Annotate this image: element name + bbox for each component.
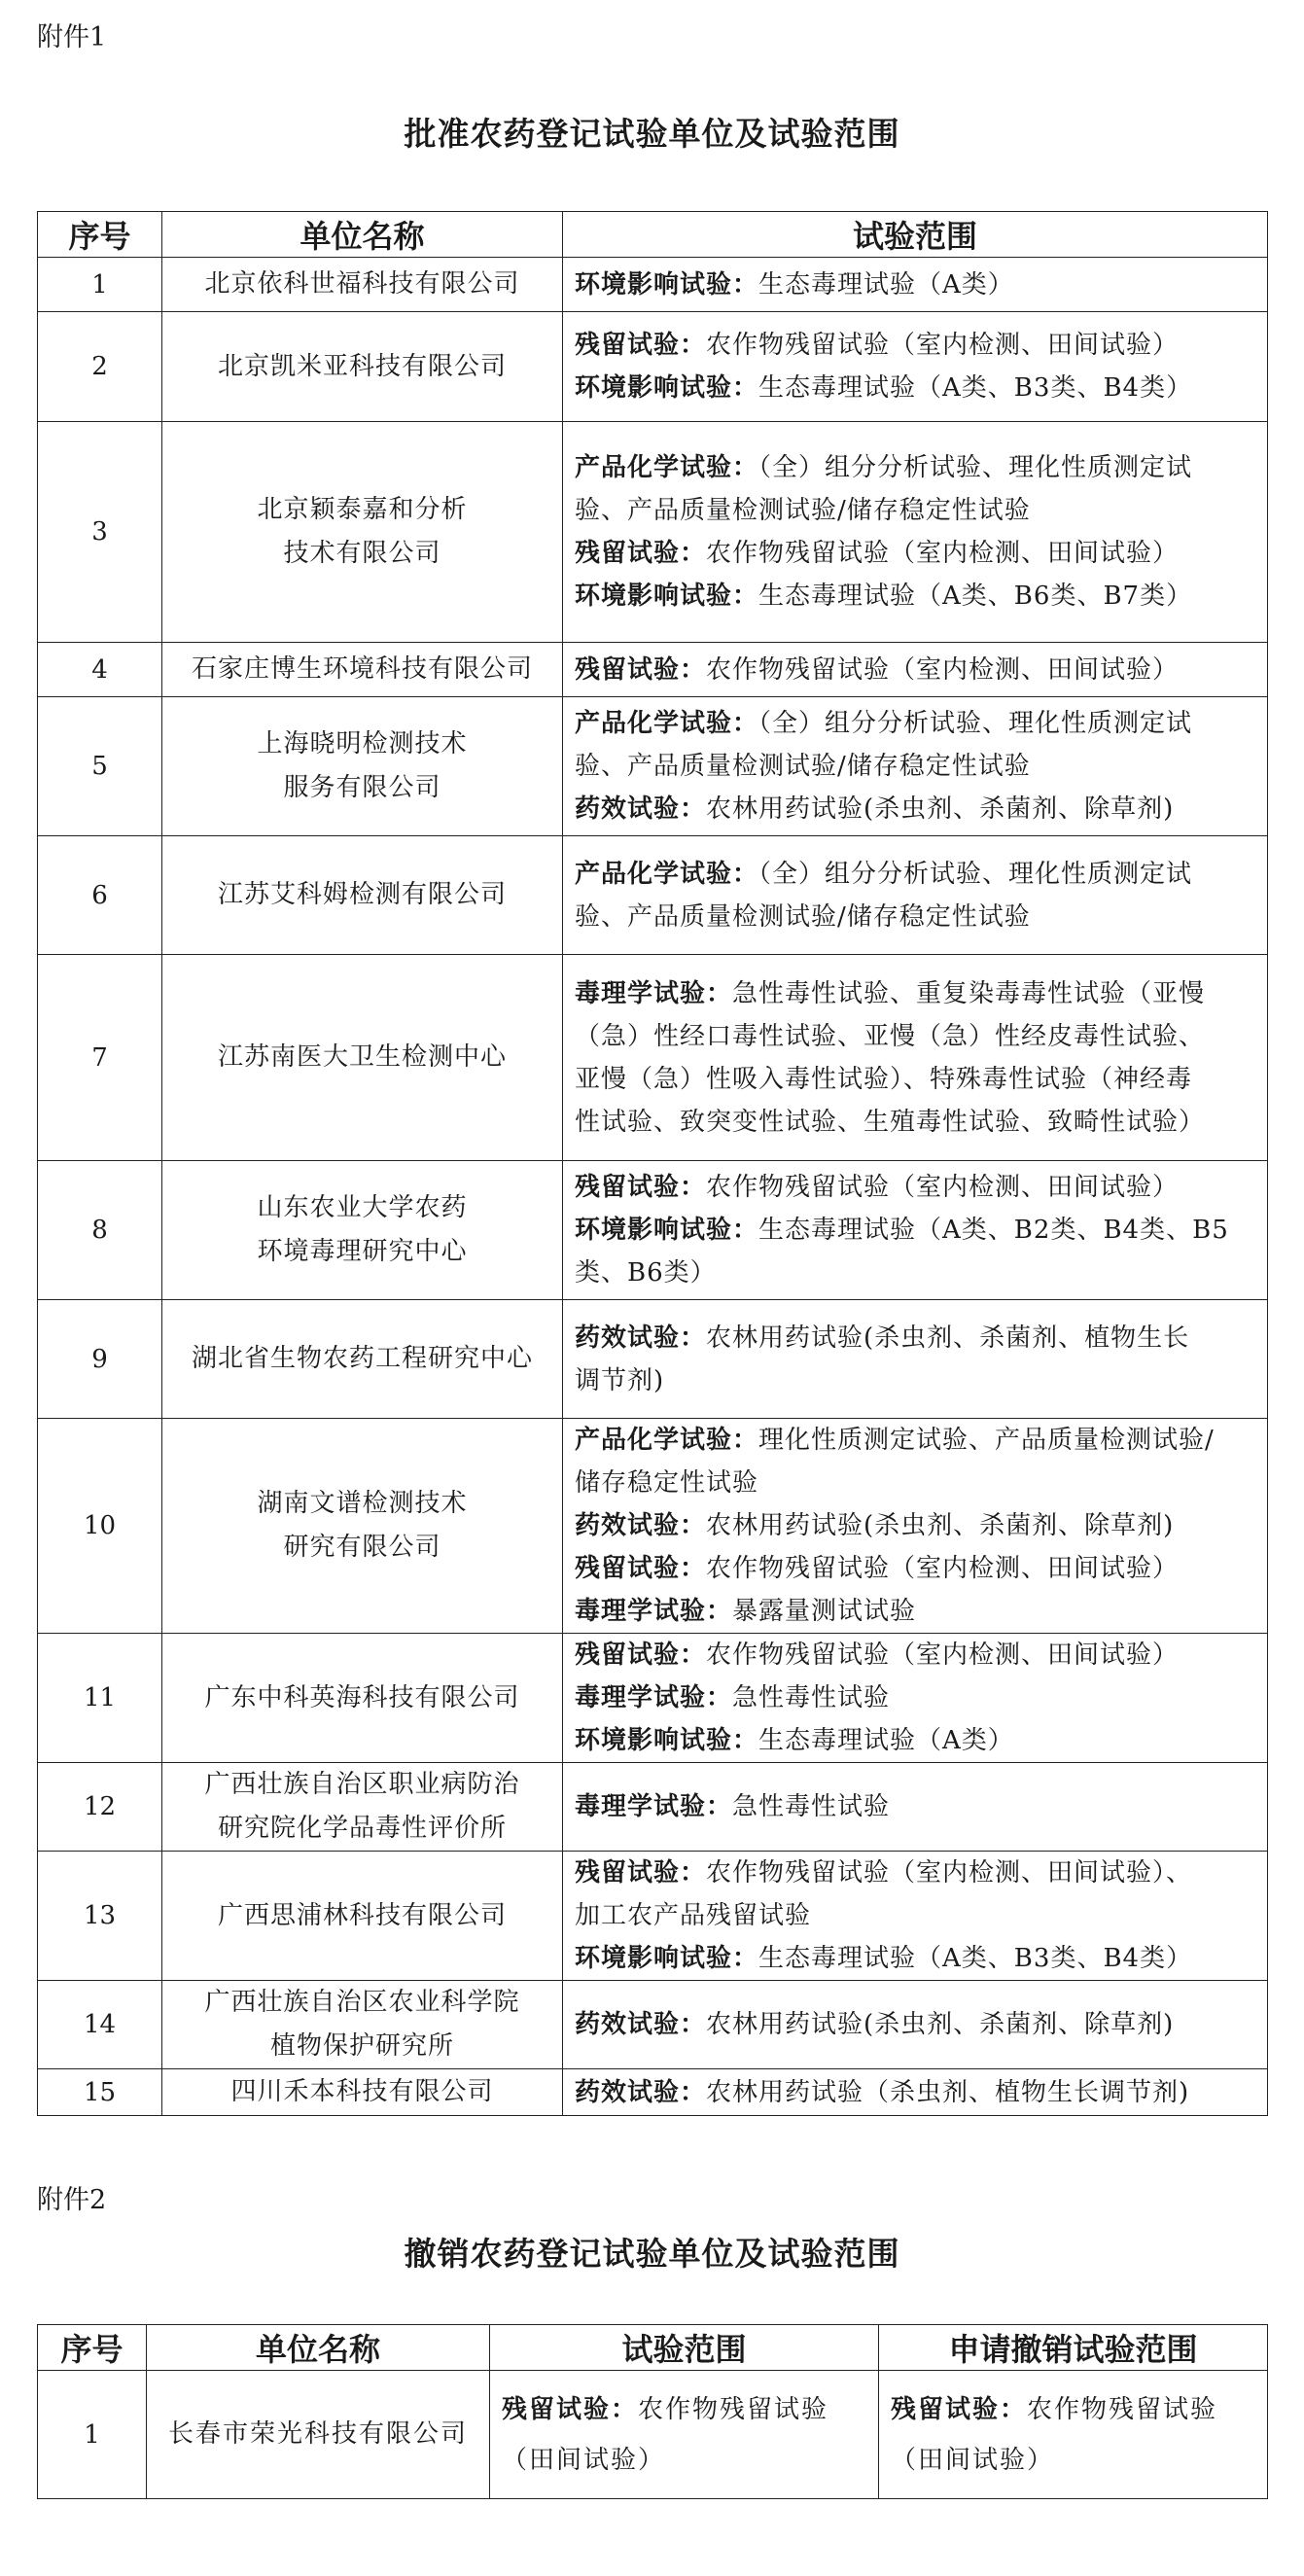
header-test-scope: 试验范围 [563,212,1268,258]
scope-text: （急）性经口毒性试验、亚慢（急）性经皮毒性试验、 [575,1021,1206,1051]
scope-category: 环境影响试验： [575,373,759,403]
scope-category: 药效试验： [575,1511,707,1540]
table-header-row [38,2325,1268,2371]
scope-text: 农作物残留试验（室内检测、田间试验） [706,539,1180,568]
scope-category: 残留试验： [575,1858,707,1888]
scope-category: 毒理学试验： [575,1792,733,1821]
header-revoked-scope: 申请撤销试验范围 [879,2325,1268,2371]
scope-category: 残留试验： [502,2394,639,2424]
scope-category: 环境影响试验： [575,269,759,300]
unit-name-line: 湖北省生物农药工程研究中心 [191,1344,533,1373]
scope-text: 生态毒理试验（A类、B3类、B4类） [758,373,1193,403]
unit-name-line: 四川禾本科技有限公司 [230,2077,494,2106]
table-row [38,422,1268,643]
unit-name-line: 北京依科世福科技有限公司 [204,269,520,299]
row-index: 9 [38,1300,162,1419]
header-index: 序号 [38,2325,147,2371]
unit-name-line: 湖南文谱检测技术 [257,1489,468,1518]
scope-text: 生态毒理试验（A类、B6类、B7类） [758,582,1193,611]
scope-text: 农林用药试验(杀虫剂、杀菌剂、除草剂) [706,2010,1175,2039]
unit-name-cell [162,643,563,697]
test-scope-cell [563,697,1268,836]
scope-text: 农作物残留试验（室内检测、田间试验） [706,1641,1180,1670]
scope-category: 产品化学试验： [575,859,759,889]
attachment-2-label: 附件2 [37,2185,107,2215]
test-scope-cell [563,1981,1268,2069]
test-scope-cell [563,2069,1268,2116]
test-scope-cell [563,643,1268,697]
scope-line [575,1676,1259,1719]
unit-name-cell [162,2069,563,2116]
scope-category: 残留试验： [575,654,707,685]
table-row [38,643,1268,697]
test-scope-cell [563,836,1268,955]
unit-name-line: 植物保护研究所 [269,2031,454,2061]
unit-name-cell [162,1419,563,1634]
row-index: 14 [38,1981,162,2069]
scope-line [575,1317,1259,1359]
unit-name-cell [162,1763,563,1852]
row-index: 3 [38,422,162,643]
scope-text: 农作物残留试验（室内检测、田间试验） [706,654,1180,685]
test-scope-cell [563,1852,1268,1981]
scope-text: 验、产品质量检测试验/储存稳定性试验 [575,752,1031,781]
scope-text: 农作物残留试验（室内检测、田间试验） [706,1554,1180,1583]
table-row [38,697,1268,836]
scope-category: 残留试验： [575,1554,707,1583]
scope-category: 药效试验： [575,2077,707,2107]
scope-text: 农林用药试验（杀虫剂、植物生长调节剂) [706,2077,1190,2107]
scope-text: 急性毒性试验 [732,1792,891,1821]
row-index: 13 [38,1852,162,1981]
scope-line [575,1590,1259,1633]
test-scope-cell [563,1634,1268,1763]
unit-name-cell [162,1981,563,2069]
scope-text: 农作物残留试验（室内检测、田间试验） [706,331,1180,360]
unit-name-line: 广东中科英海科技有限公司 [204,1682,520,1712]
scope-line [575,853,1259,896]
test-scope-cell [563,312,1268,422]
scope-line [502,2384,870,2435]
unit-name-cell [162,1300,563,1419]
unit-name-line: 山东农业大学农药 [257,1193,468,1222]
scope-text: 性试验、致突变性试验、生殖毒性试验、致畸性试验） [575,1107,1206,1137]
scope-text: 生态毒理试验（A类） [758,1726,1014,1755]
row-index: 1 [38,2371,147,2499]
scope-text: 加工农产品残留试验 [575,1901,812,1930]
row-index: 15 [38,2069,162,2116]
scope-line [575,972,1259,1015]
scope-text: （田间试验） [891,2445,1055,2475]
scope-text: 农作物残留试验（室内检测、田间试验）、 [706,1858,1193,1888]
test-scope-cell [563,258,1268,312]
scope-text: 农林用药试验(杀虫剂、杀菌剂、除草剂) [706,794,1175,824]
row-index: 6 [38,836,162,955]
scope-text: 农作物残留试验 [1027,2394,1218,2424]
table-row [38,1300,1268,1419]
scope-category: 环境影响试验： [575,1726,759,1755]
row-index: 2 [38,312,162,422]
attachment-2-title: 撤销农药登记试验单位及试验范围 [404,2235,900,2273]
test-scope-cell [563,1763,1268,1852]
unit-name-line: 环境毒理研究中心 [257,1237,468,1266]
scope-category: 残留试验： [575,331,707,360]
scope-text: 类、B6类） [575,1258,717,1288]
header-unit-name: 单位名称 [162,212,563,258]
scope-text: 储存稳定性试验 [575,1468,759,1498]
scope-text: 急性毒性试验、重复染毒毒性试验（亚慢 [732,978,1206,1008]
scope-line [891,2384,1259,2435]
scope-line [575,788,1259,830]
row-index: 11 [38,1634,162,1763]
test-scope-cell [563,1300,1268,1419]
scope-line [575,1937,1259,1980]
scope-line [575,1785,1259,1828]
scope-text: （田间试验） [502,2445,666,2475]
table-header-row [38,212,1268,258]
scope-text: （全）组分分析试验、理化性质测定试 [758,453,1193,482]
header-unit-name: 单位名称 [147,2325,490,2371]
unit-name-line: 上海晓明检测技术 [257,729,468,759]
unit-name-cell [162,697,563,836]
scope-category: 残留试验： [575,1173,707,1202]
table-row [38,1419,1268,1634]
unit-name-cell [162,1634,563,1763]
scope-text: 农作物残留试验 [638,2394,829,2424]
scope-line [575,264,1259,306]
table-row [38,312,1268,422]
scope-line [575,1852,1259,1894]
attachment-1-label: 附件1 [37,22,107,53]
row-index: 1 [38,258,162,312]
scope-line [575,1252,1259,1294]
unit-name-line: 广西壮族自治区农业科学院 [204,1988,520,2017]
table-row [38,955,1268,1161]
scope-line [575,1634,1259,1676]
scope-line [575,649,1259,691]
scope-category: 环境影响试验： [575,582,759,611]
scope-line [575,324,1259,367]
scope-line [575,1359,1259,1402]
scope-text: 生态毒理试验（A类、B3类、B4类） [758,1944,1193,1973]
unit-name-line: 广西思浦林科技有限公司 [217,1900,507,1930]
unit-name-cell [162,1852,563,1981]
unit-name-line: 北京颖泰嘉和分析 [257,495,468,524]
table-row [38,1763,1268,1852]
unit-name-line: 长春市荣光科技有限公司 [167,2419,468,2449]
scope-text: 验、产品质量检测试验/储存稳定性试验 [575,901,1031,932]
scope-line [575,745,1259,788]
header-index: 序号 [38,212,162,258]
scope-category: 残留试验： [575,539,707,568]
row-index: 7 [38,955,162,1161]
scope-category: 产品化学试验： [575,453,759,482]
scope-line [575,575,1259,618]
scope-category: 产品化学试验： [575,709,759,738]
scope-line [575,2003,1259,2046]
unit-name-line: 石家庄博生环境科技有限公司 [191,654,533,684]
scope-line [575,1504,1259,1547]
unit-name-cell [162,836,563,955]
scope-text: 理化性质测定试验、产品质量检测试验/ [758,1426,1215,1455]
row-index: 10 [38,1419,162,1634]
unit-name-cell [162,258,563,312]
scope-text: 农作物残留试验（室内检测、田间试验） [706,1173,1180,1202]
unit-name-line: 技术有限公司 [283,539,441,568]
scope-line [575,1547,1259,1590]
approved-units-table [37,211,1268,2116]
scope-line [575,1058,1259,1101]
scope-category: 产品化学试验： [575,1426,759,1455]
table-row [38,1852,1268,1981]
scope-category: 环境影响试验： [575,1944,759,1973]
unit-name-line: 服务有限公司 [283,773,441,802]
scope-category: 药效试验： [575,2010,707,2039]
row-index: 4 [38,643,162,697]
scope-text: （全）组分分析试验、理化性质测定试 [758,709,1193,738]
table-row [38,2371,1268,2499]
scope-line [575,367,1259,409]
table-row [38,1981,1268,2069]
unit-name-line: 北京凯米亚科技有限公司 [217,351,507,381]
unit-name-cell [162,1161,563,1300]
unit-name-line: 研究院化学品毒性评价所 [217,1814,507,1843]
scope-category: 毒理学试验： [575,1683,733,1712]
scope-line [891,2435,1259,2486]
scope-text: 急性毒性试验 [732,1683,891,1712]
table-row [38,2069,1268,2116]
scope-line [575,1166,1259,1209]
table-row [38,1634,1268,1763]
scope-line [575,489,1259,532]
scope-text: 验、产品质量检测试验/储存稳定性试验 [575,496,1031,525]
row-index: 8 [38,1161,162,1300]
scope-category: 残留试验： [575,1641,707,1670]
scope-line [575,1719,1259,1762]
scope-category: 毒理学试验： [575,978,733,1008]
scope-category: 残留试验： [891,2394,1028,2424]
scope-text: 生态毒理试验（A类） [758,269,1014,300]
revoked-units-table [37,2324,1268,2499]
scope-line [575,446,1259,489]
unit-name-line: 研究有限公司 [283,1533,441,1562]
unit-name-line: 江苏艾科姆检测有限公司 [217,880,507,909]
table-row [38,258,1268,312]
unit-name-cell [162,955,563,1161]
test-scope-cell [563,1161,1268,1300]
scope-text: 农林用药试验(杀虫剂、杀菌剂、除草剂) [706,1511,1175,1540]
row-index: 12 [38,1763,162,1852]
scope-line [575,1419,1259,1462]
unit-name-cell [162,312,563,422]
test-scope-cell [490,2371,879,2499]
scope-text: 调节剂) [575,1365,665,1395]
scope-category: 药效试验： [575,1323,707,1353]
revoked-scope-cell [879,2371,1268,2499]
scope-line [575,532,1259,575]
scope-line [575,1894,1259,1937]
scope-line [575,1462,1259,1504]
test-scope-cell [563,955,1268,1161]
scope-text: 亚慢（急）性吸入毒性试验）、特殊毒性试验（神经毒 [575,1064,1193,1094]
scope-line [575,702,1259,745]
unit-name-line: 江苏南医大卫生检测中心 [217,1042,507,1072]
scope-category: 药效试验： [575,794,707,824]
unit-name-cell [147,2371,490,2499]
scope-text: 生态毒理试验（A类、B2类、B4类、B5 [758,1216,1229,1245]
scope-line [502,2435,870,2486]
test-scope-cell [563,422,1268,643]
scope-line [575,896,1259,938]
scope-line [575,2071,1259,2114]
scope-line [575,1015,1259,1058]
scope-line [575,1101,1259,1144]
unit-name-line: 广西壮族自治区职业病防治 [204,1770,520,1799]
attachment-1-title: 批准农药登记试验单位及试验范围 [404,115,900,153]
header-test-scope: 试验范围 [490,2325,879,2371]
table-row [38,1161,1268,1300]
scope-category: 环境影响试验： [575,1216,759,1245]
scope-text: （全）组分分析试验、理化性质测定试 [758,859,1193,889]
row-index: 5 [38,697,162,836]
scope-line [575,1209,1259,1252]
table-row [38,836,1268,955]
scope-text: 农林用药试验(杀虫剂、杀菌剂、植物生长 [706,1323,1190,1353]
scope-category: 毒理学试验： [575,1597,733,1626]
unit-name-cell [162,422,563,643]
test-scope-cell [563,1419,1268,1634]
scope-text: 暴露量测试试验 [732,1597,917,1626]
